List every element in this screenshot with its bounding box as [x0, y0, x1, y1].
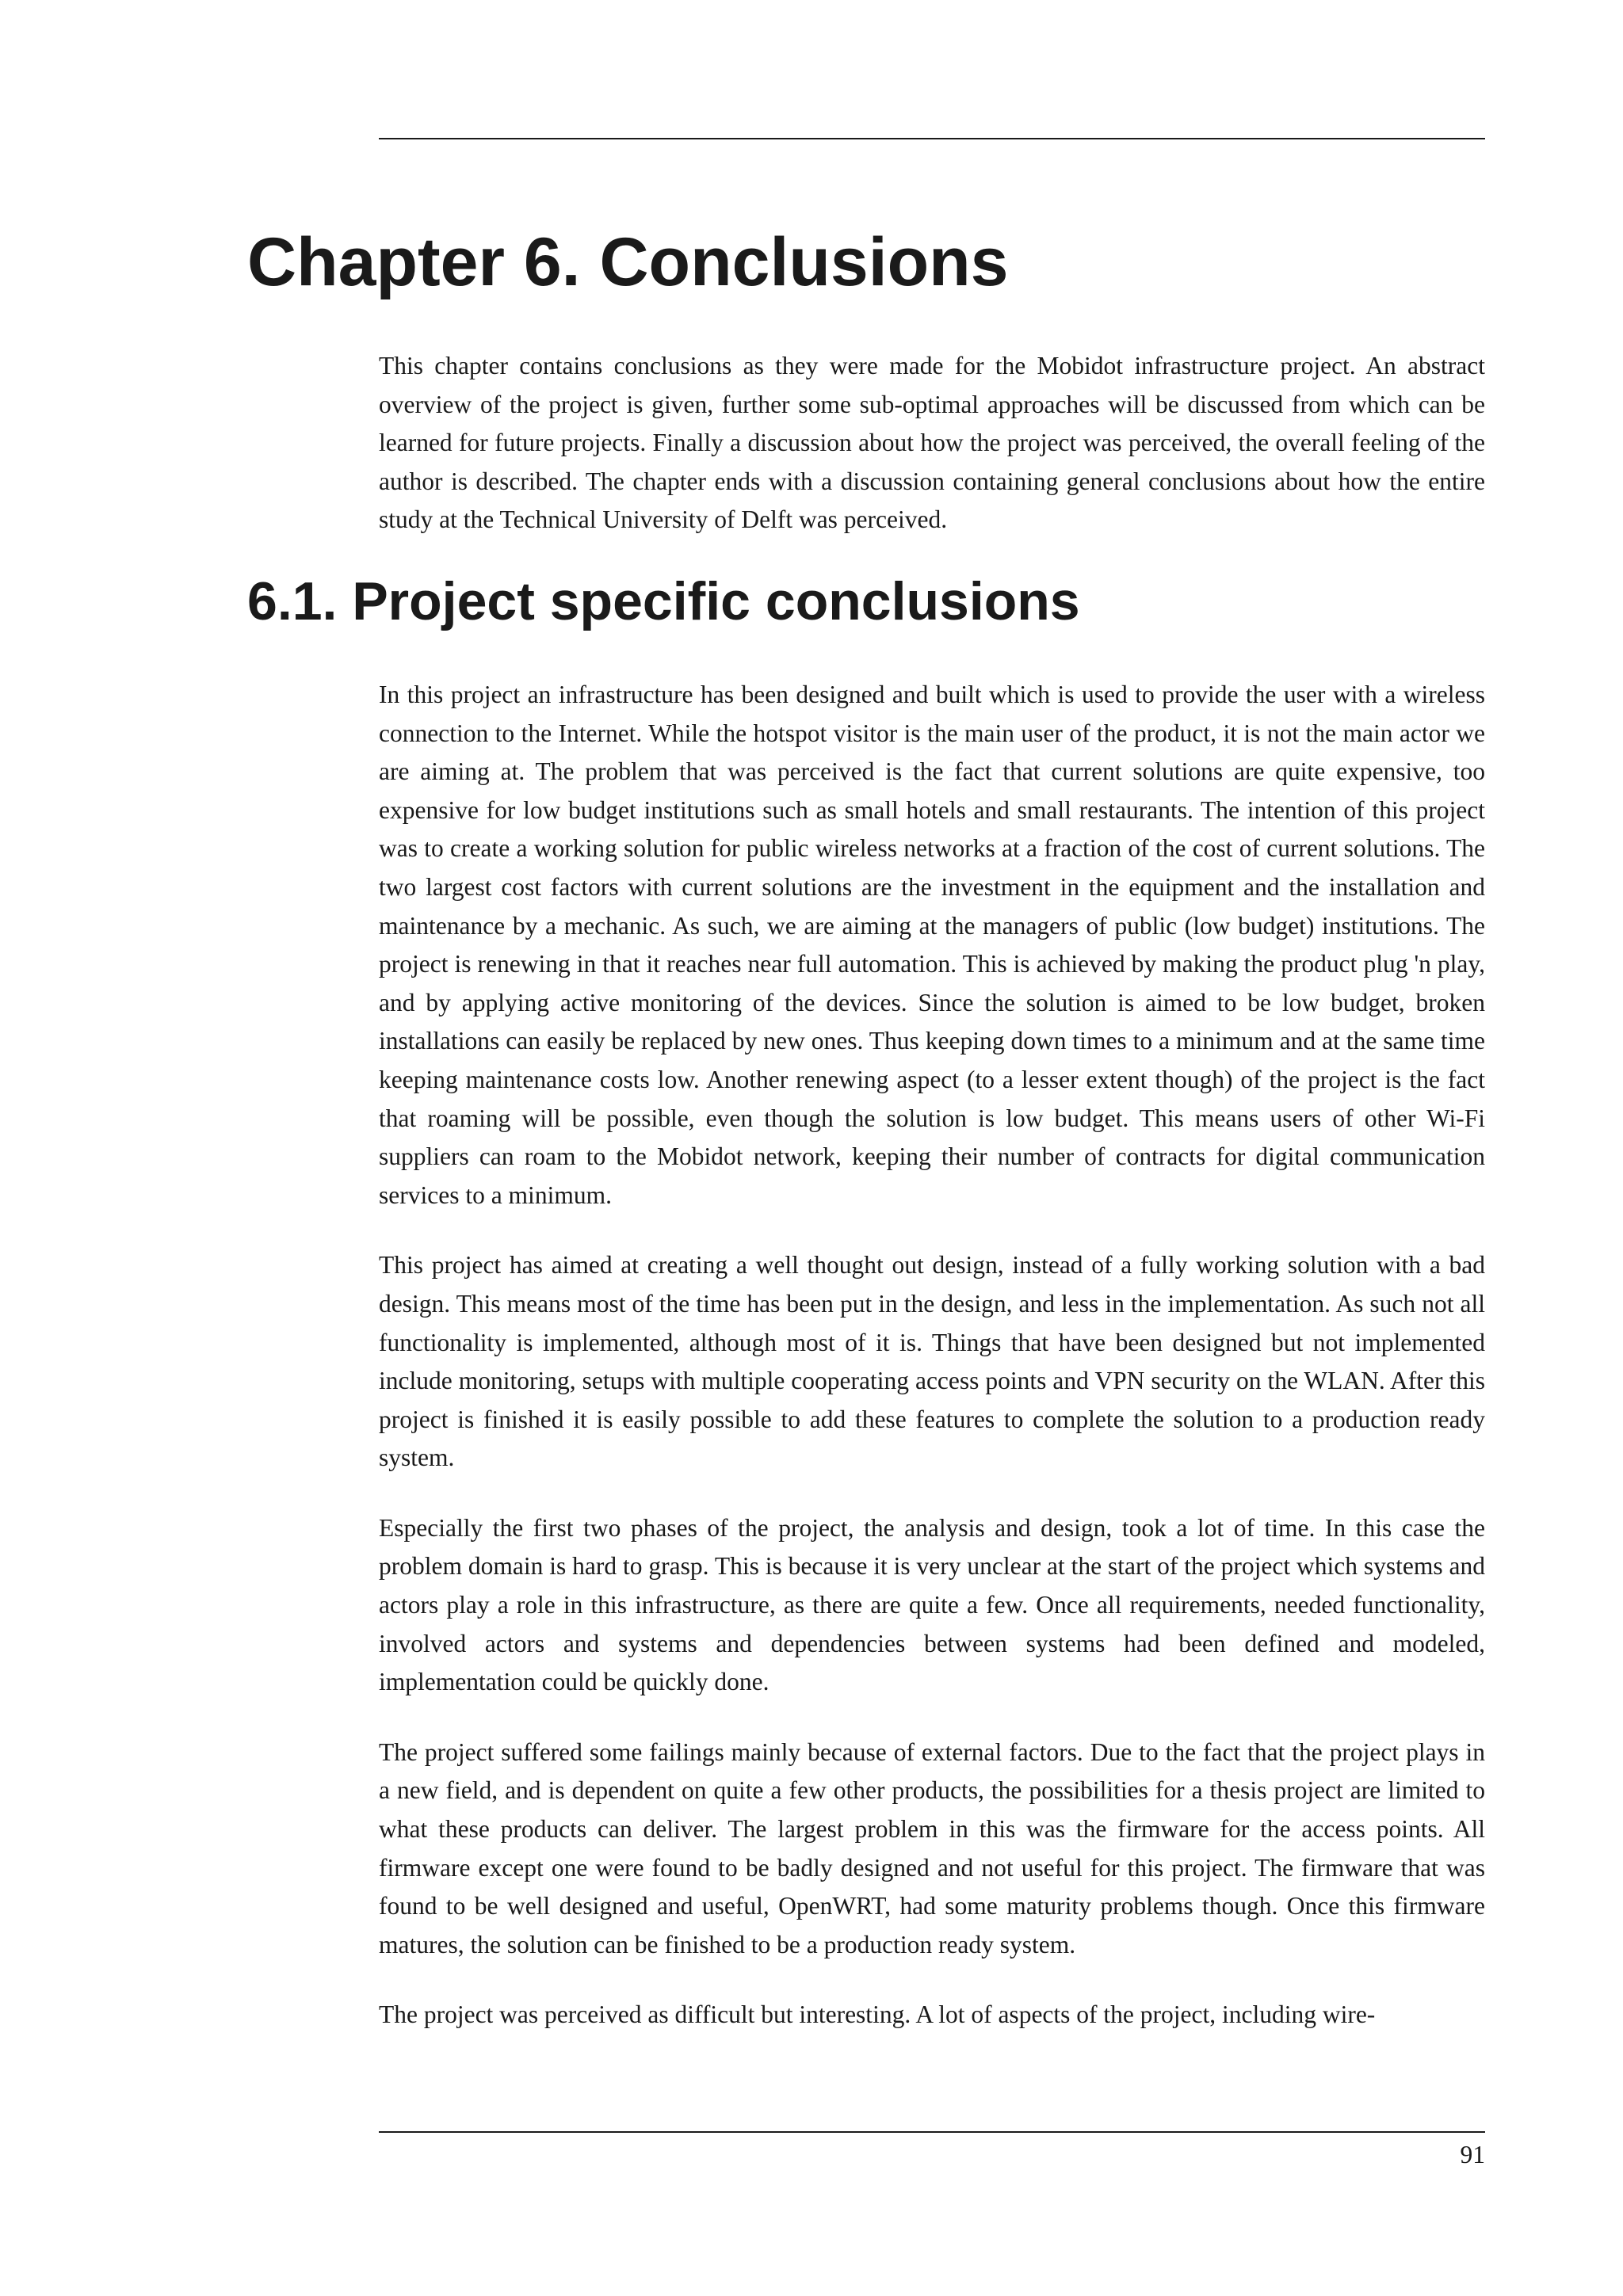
body-paragraph-1: In this project an infrastructure has been designed and built which is used to provide the user with a wireless connection to the Internet. While the hotspot visitor is the main user of the product, it is not the main actor we are aiming at. The problem that was perceived is the fact that current solutions are quite expensive, too expensive for low budget institutions such as small hotels and small restaurants. The intention of this project was to create a working solution for public wireless networks at a fraction of the cost of current solutions. The two largest cost factors with current solutions are the investment in the equipment and the installation and maintenance by a mechanic. As such, we are aiming at the managers of public (low budget) institutions. The project is renewing in that it reaches near full automation. This is achieved by making the product plug 'n play, and by applying active monitoring of the devices. Since the solution is aimed to be low budget, broken installations can easily be replaced by new ones. Thus keeping down times to a minimum and at the same time keeping maintenance costs low. Another renewing aspect (to a lesser extent though) of the project is the fact that roaming will be possible, even though the solution is low budget. This means users of other Wi-Fi suppliers can roam to the Mobidot network, keeping their number of contracts for digital communication services to a minimum. [379, 681, 1485, 1209]
body-paragraph-4: The project suffered some failings mainly because of external factors. Due to the fact that the project plays in a new field, and is dependent on quite a few other products, the possibilities for a thesis project are limited to what these products can deliver. The largest problem in this was the firmware for the access points. All firmware except one were found to be badly designed and not useful for this project. The firmware that was found to be well designed and useful, OpenWRT, had some maturity problems though. Once this firmware matures, the solution can be finished to be a production ready system. [379, 1737, 1485, 1958]
intro-paragraph: This chapter contains conclusions as they were made for the Mobidot infrastructure project. An abstract overview of the project is given, further some sub-optimal approaches will be discussed from which can be learned for future projects. Finally a discussion about how the project was perceived, the overall feeling of the author is described. The chapter ends with a discussion containing general conclusions about how the entire study at the Technical University of Delft was perceived. [379, 352, 1485, 534]
page-number: 91 [1460, 2141, 1485, 2168]
chapter-title: Chapter 6. Conclusions [247, 224, 1009, 300]
chapter-intro [379, 347, 1485, 571]
footer-rule [379, 2131, 1485, 2133]
section-body [379, 676, 1485, 2035]
body-paragraph-2: This project has aimed at creating a well thought out design, instead of a fully working solution with a bad design. This means most of the time has been put in the design, and less in the implementation. As such not all functionality is implemented, although most of it is. Things that have been designed but not implemented include monitoring, setups with multiple cooperating access points and VPN security on the WLAN. After this project is finished it is easily possible to add these features to complete the solution to a production ready system. [379, 1251, 1485, 1472]
body-paragraph-3: Especially the first two phases of the project, the analysis and design, took a lot of time. In this case the problem domain is hard to grasp. This is because it is very unclear at the start of the project which systems and actors play a role in this infrastructure, as there are quite a few. Once all requirements, needed functionality, involved actors and systems and dependencies between systems had been defined and modeled, implementation could be quickly done. [379, 1513, 1485, 1696]
header-rule [379, 138, 1485, 139]
body-paragraph-5: The project was perceived as difficult but interesting. A lot of aspects of the project, including wire- [379, 2000, 1376, 2029]
section-title: 6.1. Project specific conclusions [247, 571, 1080, 631]
